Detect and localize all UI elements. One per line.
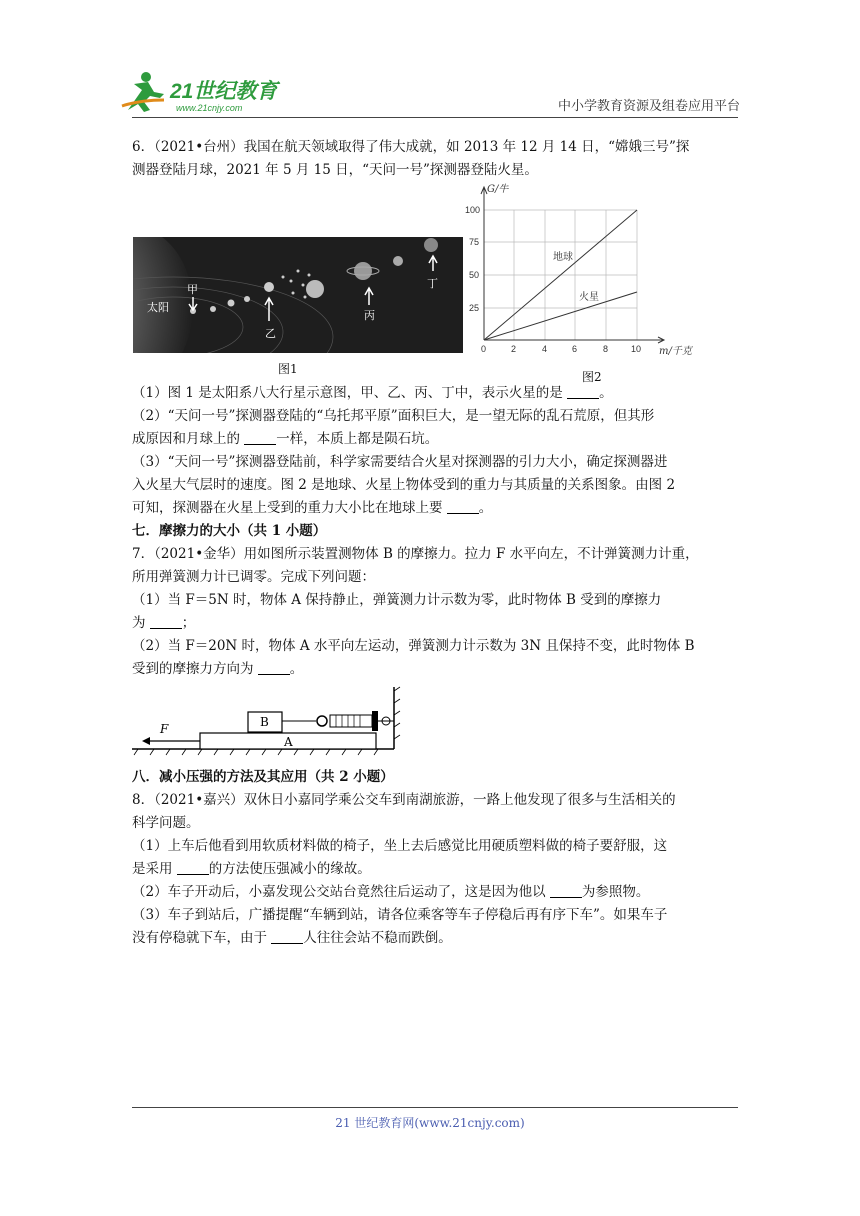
question-6-parts — [132, 382, 740, 681]
earth-line-label: 地球 — [553, 252, 573, 263]
answer-blank[interactable] — [177, 860, 209, 875]
y-tick: 100 — [465, 205, 481, 215]
q7-part-2 — [132, 658, 740, 681]
question-8 — [132, 766, 740, 950]
sun-label: 太阳 — [147, 301, 169, 314]
text: 是采用 — [132, 861, 173, 877]
friction-apparatus-figure — [132, 685, 407, 757]
x-tick: 8 — [603, 344, 609, 354]
x-tick: 10 — [631, 344, 642, 354]
solar-system-figure — [133, 237, 463, 353]
text: （2）车子开动后，小嘉发现公交站台竟然往后运动了，这是因为他以 — [132, 884, 546, 900]
origin-tick: 0 — [481, 344, 487, 354]
text-line: 8．（2021•嘉兴）双休日小嘉同学乘公交车到南湖旅游，一路上他发现了很多与生活相关的 — [132, 792, 676, 808]
svg-text:21世纪教育: 21世纪教育 — [170, 80, 278, 103]
text: 。 — [599, 385, 613, 401]
answer-blank[interactable] — [150, 614, 182, 629]
text-line: （3）车子到站后，广播提醒“车辆到站，请各位乘客等车子停稳后再有序下车”。如果车子 — [132, 907, 668, 923]
q6-part-3 — [132, 497, 740, 520]
x-axis-label: m/千克 — [659, 346, 692, 357]
x-tick: 2 — [511, 344, 517, 354]
text-line: 所用弹簧测力计已调零。完成下列问题： — [132, 569, 375, 585]
text: 成原因和月球上的 — [132, 431, 240, 447]
text-line: （1）当 F＝5N 时，物体 A 保持静止，弹簧测力计示数为零，此时物体 B 受到的摩擦力 — [132, 592, 662, 608]
x-tick: 6 — [572, 344, 578, 354]
text-line: 测器登陆月球，2021 年 5 月 15 日，“天问一号”探测器登陆火星。 — [132, 162, 538, 178]
page-header — [120, 62, 740, 122]
label-ding: 丁 — [427, 277, 438, 290]
text: 可知，探测器在火星上受到的重力大小比在地球上要 — [132, 500, 443, 516]
answer-blank[interactable] — [550, 883, 582, 898]
svg-text:www.21cnjy.com: www.21cnjy.com — [176, 103, 243, 113]
text: 为参照物。 — [581, 884, 650, 900]
text: （1）图 1 是太阳系八大行星示意图，甲、乙、丙、丁中，表示火星的是 — [132, 385, 563, 401]
x-tick: 4 — [542, 344, 548, 354]
text: 为 — [132, 615, 146, 631]
text-line: （2）“天问一号”探测器登陆的“乌托邦平原”面积巨大，是一望无际的乱石荒原，但其形 — [132, 408, 655, 424]
text-line: （3）“天问一号”探测器登陆前，科学家需要结合火星对探测器的引力大小，确定探测器进 — [132, 454, 668, 470]
footer-divider — [132, 1107, 738, 1108]
q7-part-1 — [132, 612, 740, 635]
force-f-label: F — [160, 722, 169, 736]
text-line: 科学问题。 — [132, 815, 200, 831]
text: 。 — [478, 500, 493, 516]
answer-blank[interactable] — [244, 430, 276, 445]
answer-blank[interactable] — [271, 929, 303, 944]
text-line: （2）当 F＝20N 时，物体 A 水平向左运动，弹簧测力计示数为 3N 且保持不变，此时物体 B — [132, 638, 695, 654]
q8-part-1 — [132, 858, 740, 881]
text-line: 入火星大气层时的速度。图 2 是地球、火星上物体受到的重力与其质量的关系图象。由图 2 — [132, 477, 676, 493]
label-yi: 乙 — [265, 327, 276, 340]
figure-1-caption: 图1 — [278, 362, 298, 376]
site-logo — [120, 70, 300, 114]
answer-blank[interactable] — [567, 384, 599, 399]
mars-line-label: 火星 — [579, 292, 599, 303]
section-heading: 八．减小压强的方法及其应用（共 2 小题） — [132, 769, 394, 785]
text: 人往往会站不稳而跌倒。 — [303, 930, 452, 946]
label-jia: 甲 — [187, 283, 198, 296]
text-line: （1）上车后他看到用软质材料做的椅子，坐上去后感觉比用硬质塑料做的椅子要舒服，这 — [132, 838, 668, 854]
text: ； — [181, 615, 196, 631]
text: 没有停稳就下车，由于 — [132, 930, 267, 946]
answer-blank[interactable] — [447, 499, 479, 514]
text: 。 — [289, 661, 304, 677]
y-axis-label: G/牛 — [487, 184, 509, 195]
block-b-label: B — [260, 715, 269, 729]
y-tick: 25 — [469, 303, 480, 313]
text: 一样，本质上都是陨石坑。 — [276, 431, 439, 447]
text: 受到的摩擦力方向为 — [132, 661, 254, 677]
question-6-stem — [132, 136, 740, 182]
text-line: 6．（2021•台州）我国在航天领域取得了伟大成就，如 2013 年 12 月 14 日，“嫦娥三号”探 — [132, 139, 690, 155]
platform-name: 中小学教育资源及组卷应用平台 — [557, 99, 740, 114]
text-line: 7．（2021•金华）用如图所示装置测物体 B 的摩擦力。拉力 F 水平向左，不计弹簧测力计重， — [132, 546, 699, 562]
block-a-label: A — [284, 735, 293, 749]
section-heading: 七．摩擦力的大小（共 1 小题） — [132, 523, 327, 539]
y-tick: 50 — [469, 270, 480, 280]
q8-part-3 — [132, 927, 740, 950]
label-bing: 丙 — [364, 309, 375, 322]
text: 的方法使压强减小的缘故。 — [208, 861, 371, 877]
y-tick: 75 — [469, 237, 480, 247]
figure-2-caption: 图2 — [582, 370, 602, 384]
footer-link[interactable]: 21 世纪教育网(www.21cnjy.com) — [335, 1116, 525, 1130]
q6-part-2 — [132, 428, 740, 451]
q8-part-2 — [132, 881, 740, 904]
answer-blank[interactable] — [258, 660, 290, 675]
q6-part-1 — [132, 382, 740, 405]
gravity-mass-graph — [463, 180, 723, 380]
header-divider — [132, 117, 738, 118]
